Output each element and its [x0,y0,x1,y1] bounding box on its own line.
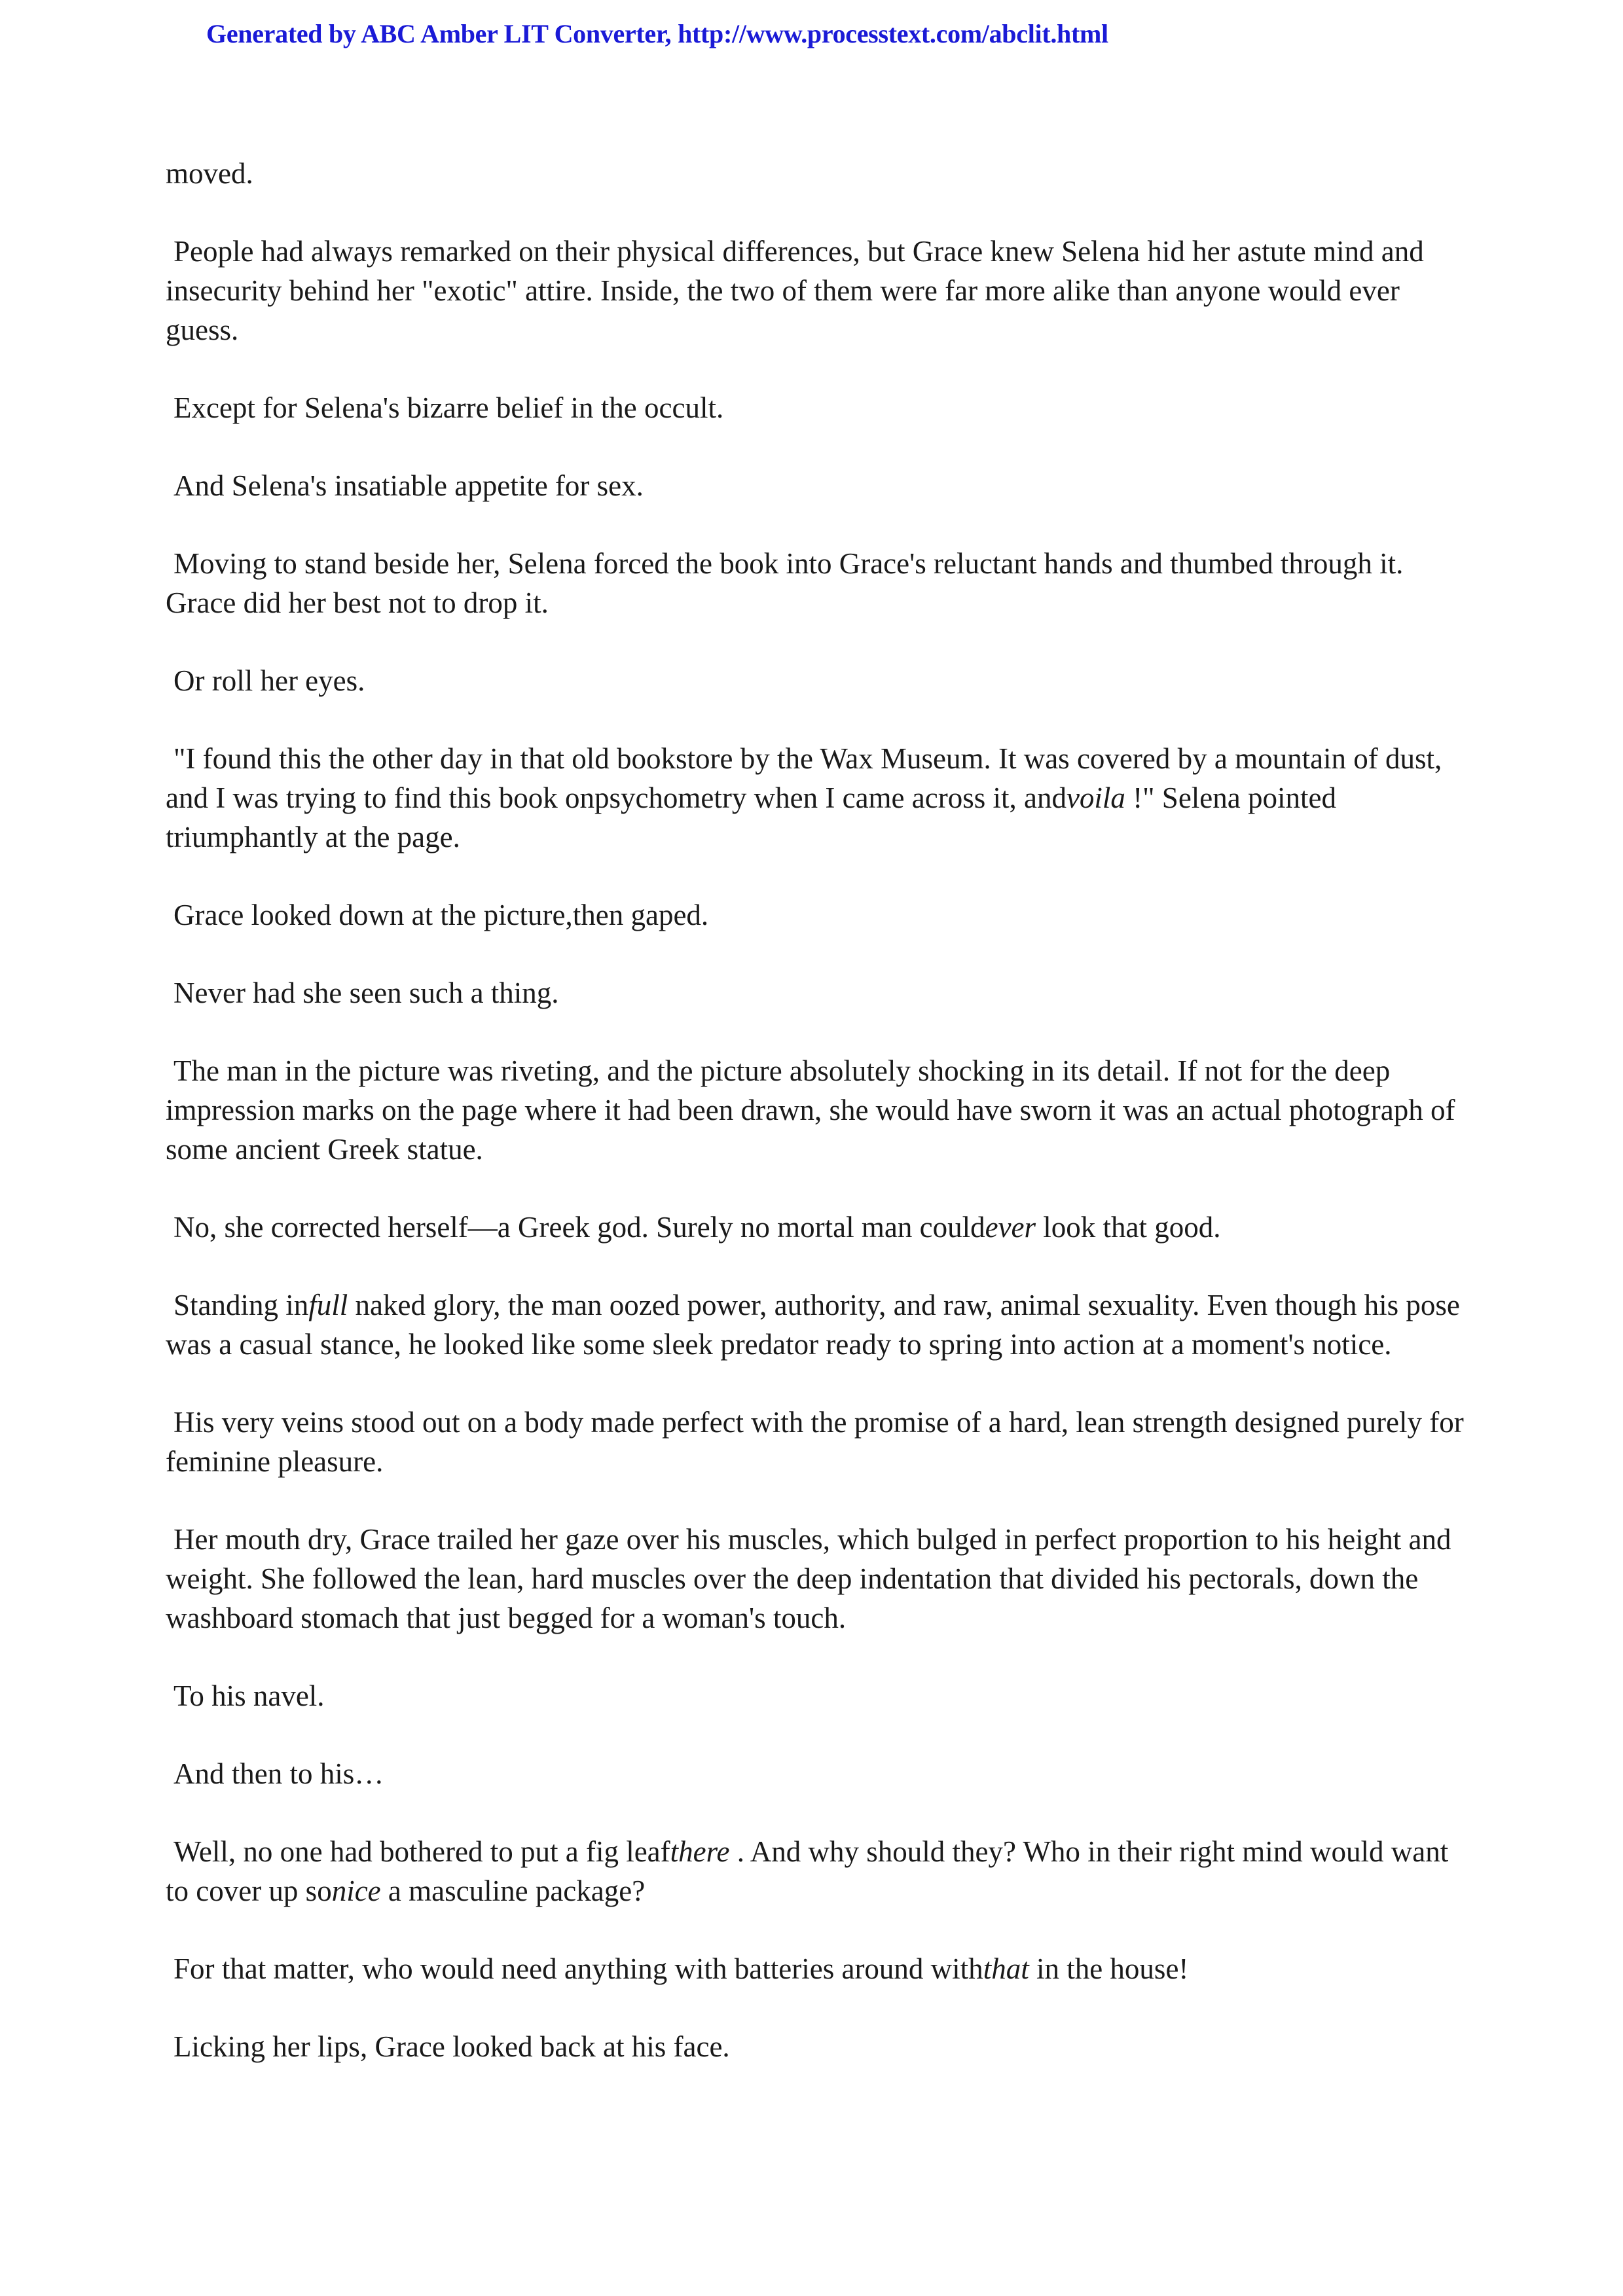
italic-text: that [983,1952,1029,1985]
paragraph [166,1949,1475,1988]
paragraph-text: Standing in [173,1289,309,1321]
paragraph-text: For that matter, who would need anything with batteries around with [173,1952,983,1985]
book-text [166,154,1475,2105]
paragraph-text: in the house! [1029,1952,1189,1985]
converter-header-link[interactable]: Generated by ABC Amber LIT Converter, http://www.processtext.com/abclit.html [206,19,1108,48]
italic-text: nice [331,1874,381,1907]
italic-text: full [308,1289,348,1321]
paragraph-text: naked glory, the man oozed power, authority, and raw, animal sexuality. Even though his pose was a casual stance, he looked like some sleek predator ready to spring into action at a moment's notice. [166,1289,1460,1361]
paragraph-text: a masculine package? [380,1874,646,1907]
paragraph: And then to his… [173,1757,384,1790]
paragraph: And Selena's insatiable appetite for sex. [173,469,644,502]
paragraph [166,1208,1475,1247]
paragraph: To his navel. [173,1679,325,1712]
paragraph-text: look that good. [1036,1211,1221,1244]
paragraph-text: !" Selena pointed triumphantly at the page. [166,781,1336,853]
paragraph: Licking her lips, Grace looked back at his face. [173,2030,730,2063]
paragraph-text: Well, no one had bothered to put a fig leaf [173,1835,670,1868]
paragraph: His very veins stood out on a body made perfect with the promise of a hard, lean strength designed purely for feminine pleasure. [166,1406,1464,1478]
italic-text: ever [985,1211,1036,1244]
paragraph: People had always remarked on their physical differences, but Grace knew Selena hid her astute mind and insecurity behind her "exotic" attire. Inside, the two of them were far more alike than anyone would ever guess. [166,235,1424,346]
paragraph-text: . And why should they? Who in their right mind would want to cover up so [166,1835,1449,1907]
italic-text: there [670,1835,730,1868]
paragraph: Moving to stand beside her, Selena forced the book into Grace's reluctant hands and thumbed through it. Grace did her best not to drop it. [166,547,1404,619]
paragraph: Except for Selena's bizarre belief in the occult. [173,391,724,424]
paragraph: Grace looked down at the picture,then gaped. [173,899,709,931]
paragraph: Her mouth dry, Grace trailed her gaze over his muscles, which bulged in perfect proportion to his height and weight. She followed the lean, hard muscles over the deep indentation that divided his pectorals, down the washboard stomach that just begged for a woman's touch. [166,1523,1451,1634]
paragraph: moved. [166,157,253,190]
paragraph: Never had she seen such a thing. [173,977,559,1009]
paragraph [166,739,1475,857]
paragraph-text: "I found this the other day in that old bookstore by the Wax Museum. It was covered by a mountain of dust, and I was trying to find this book onpsychometry when I came across it, and [166,742,1442,814]
paragraph [166,1832,1475,1910]
paragraph [166,1285,1475,1364]
paragraph: The man in the picture was riveting, and the picture absolutely shocking in its detail. If not for the deep impression marks on the page where it had been drawn, she would have sworn it was an actual photograph of some ancient Greek statue. [166,1054,1455,1166]
paragraph: Or roll her eyes. [173,664,365,697]
paragraph-text: No, she corrected herself—a Greek god. Surely no mortal man could [173,1211,985,1244]
italic-text: voila [1066,781,1125,814]
